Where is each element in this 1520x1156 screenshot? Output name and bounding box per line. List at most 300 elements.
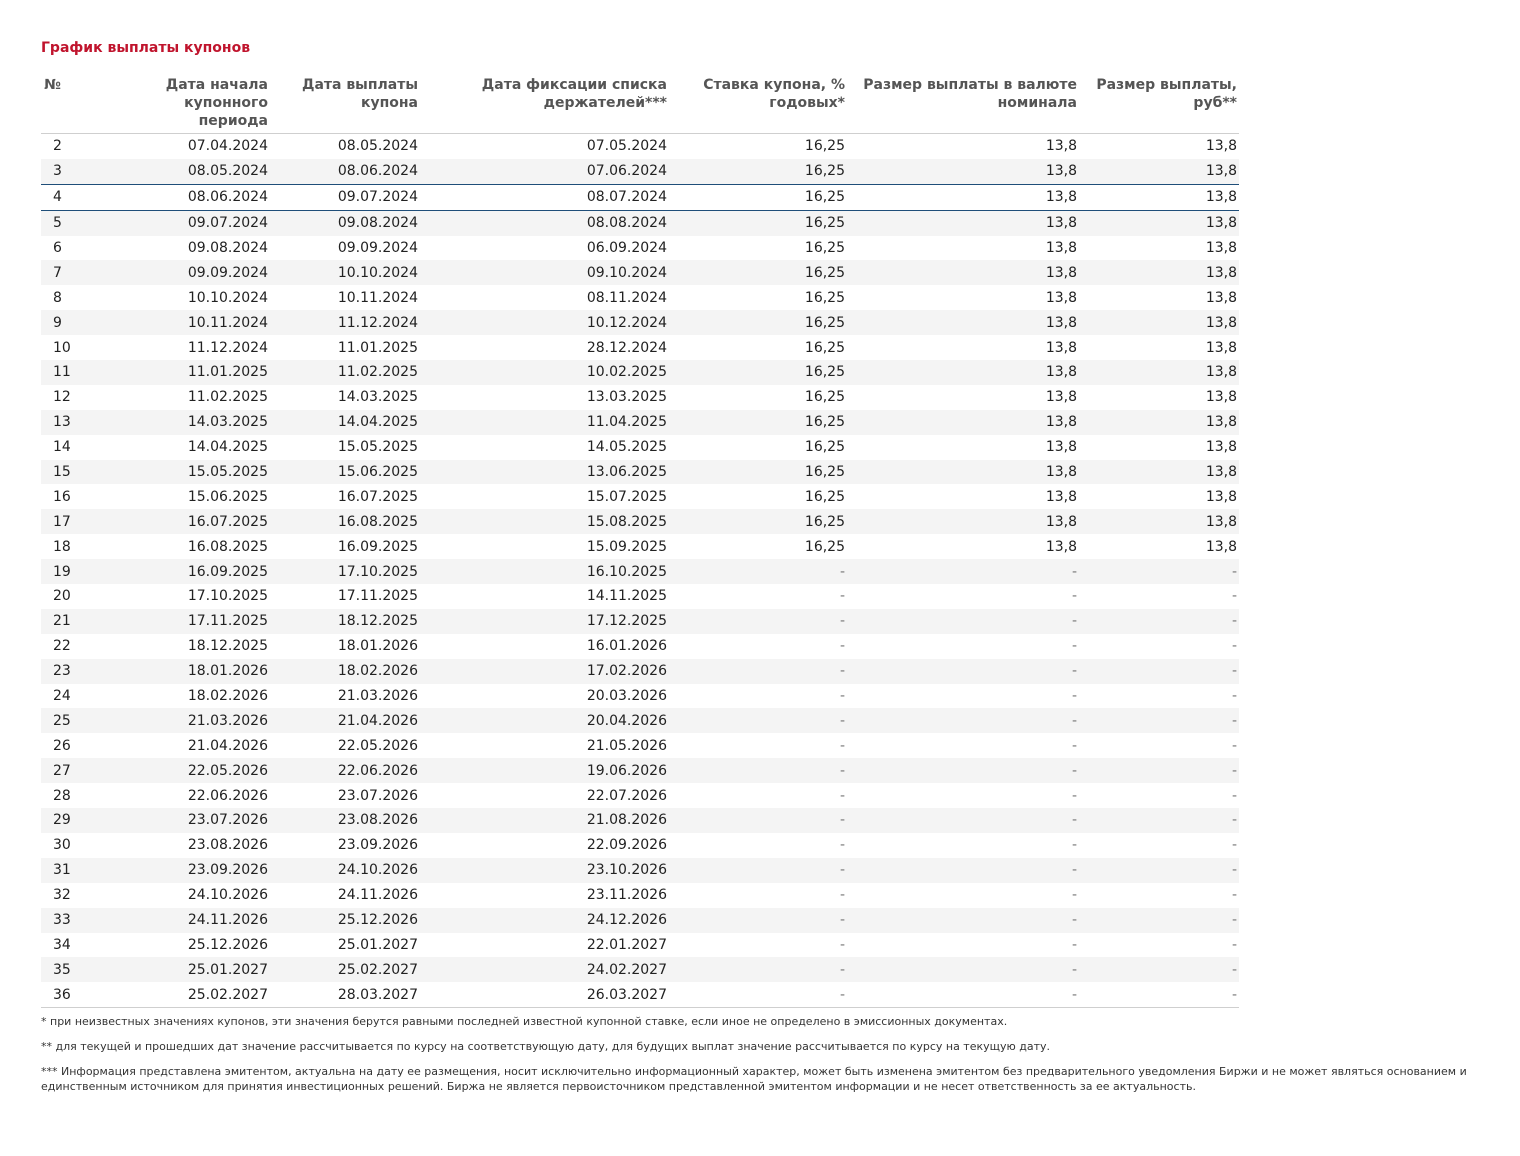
table-row xyxy=(41,559,1239,584)
col-payment-nominal-cell: 13,8 xyxy=(1045,339,1077,356)
col-period-start-cell: 18.02.2026 xyxy=(187,688,268,705)
col-payment-rub-header xyxy=(1079,76,1239,134)
col-record-date-cell: 07.06.2024 xyxy=(420,159,669,184)
table-row xyxy=(41,584,1239,609)
col-record-date-cell: 07.05.2024 xyxy=(586,138,667,155)
col-payment-rub-cell: - xyxy=(1231,638,1237,655)
table-row xyxy=(41,484,1239,509)
table-row xyxy=(41,210,1239,235)
col-payment-rub-cell: - xyxy=(1079,858,1239,883)
col-number-cell: 8 xyxy=(53,289,62,306)
col-payment-date-cell: 11.12.2024 xyxy=(270,310,420,335)
table-row xyxy=(41,708,1239,733)
header-label-line: периода xyxy=(198,113,268,129)
table-body xyxy=(41,134,1239,1008)
col-payment-nominal-cell: 13,8 xyxy=(1045,138,1077,155)
header-label-line: Дата начала купонного xyxy=(165,77,268,111)
col-record-date-cell: 23.11.2026 xyxy=(586,887,667,904)
table-row xyxy=(41,134,1239,159)
col-period-start-cell: 09.07.2024 xyxy=(79,210,270,235)
col-period-start-cell: 21.04.2026 xyxy=(187,737,268,754)
col-payment-nominal-cell: - xyxy=(1071,737,1077,754)
col-record-date-cell: 15.08.2025 xyxy=(420,509,669,534)
col-payment-rub-cell: - xyxy=(1079,982,1239,1007)
table-row xyxy=(41,783,1239,808)
col-period-start-cell: 08.06.2024 xyxy=(79,184,270,210)
col-period-start-cell: 15.05.2025 xyxy=(79,460,270,485)
col-number-cell: 14 xyxy=(53,439,71,456)
col-number-cell: 20 xyxy=(53,588,71,605)
col-payment-nominal-cell: - xyxy=(1071,588,1077,605)
col-payment-rub-cell: 13,8 xyxy=(1205,240,1237,256)
col-period-start-cell: 21.03.2026 xyxy=(79,708,270,733)
col-coupon-rate-cell: - xyxy=(839,837,845,854)
col-coupon-rate-cell: 16,25 xyxy=(804,538,845,555)
col-payment-nominal-cell: - xyxy=(1071,837,1077,854)
col-number-cell: 36 xyxy=(41,982,79,1007)
col-number-cell: 33 xyxy=(41,908,79,933)
col-coupon-rate-cell: - xyxy=(669,858,847,883)
col-number-cell: 27 xyxy=(41,758,79,783)
col-period-start-cell: 10.10.2024 xyxy=(187,289,268,306)
col-payment-nominal-cell: - xyxy=(847,559,1079,584)
col-coupon-rate-cell: - xyxy=(669,758,847,783)
table-row xyxy=(41,509,1239,534)
col-payment-nominal-cell: 13,8 xyxy=(847,210,1079,235)
col-payment-rub-cell: - xyxy=(1079,708,1239,733)
table-row xyxy=(41,883,1239,908)
col-payment-date-cell: 25.12.2026 xyxy=(270,908,420,933)
col-coupon-rate-cell: 16,25 xyxy=(804,439,845,456)
table-title: График выплаты купонов xyxy=(41,40,251,56)
col-record-date-cell: 17.12.2025 xyxy=(420,609,669,634)
col-period-start-cell: 18.01.2026 xyxy=(79,659,270,684)
col-payment-nominal-cell: - xyxy=(847,659,1079,684)
col-number-cell: 12 xyxy=(53,389,71,406)
col-period-start-cell: 24.11.2026 xyxy=(79,908,270,933)
col-payment-date-cell: 09.07.2024 xyxy=(270,184,420,210)
col-record-date-cell: 21.08.2026 xyxy=(420,808,669,833)
col-payment-rub-cell: 13,8 xyxy=(1079,184,1239,210)
col-coupon-rate-cell: 16,25 xyxy=(669,360,847,385)
table-row xyxy=(41,435,1239,460)
col-record-date-cell: 21.05.2026 xyxy=(586,737,667,754)
col-payment-date-cell: 25.02.2027 xyxy=(270,957,420,982)
col-period-start-cell: 24.10.2026 xyxy=(187,887,268,904)
col-number-cell: 34 xyxy=(53,936,71,953)
col-coupon-rate-cell: - xyxy=(669,808,847,833)
col-record-date-cell: 14.05.2025 xyxy=(586,439,667,456)
col-payment-date-cell: 24.11.2026 xyxy=(337,887,418,904)
col-record-date-header xyxy=(420,76,669,134)
col-payment-rub-cell: 13,8 xyxy=(1079,159,1239,184)
col-number-cell: 15 xyxy=(41,460,79,485)
col-period-start-cell: 18.12.2025 xyxy=(187,638,268,655)
col-payment-date-cell: 17.11.2025 xyxy=(337,588,418,605)
col-payment-nominal-cell: 13,8 xyxy=(1045,240,1077,256)
col-payment-rub-cell: 13,8 xyxy=(1079,410,1239,435)
col-payment-date-cell: 23.08.2026 xyxy=(270,808,420,833)
col-payment-date-cell: 17.10.2025 xyxy=(270,559,420,584)
col-period-start-cell: 11.12.2024 xyxy=(187,339,268,356)
table-row xyxy=(41,385,1239,410)
table-row xyxy=(41,733,1239,758)
col-period-start-cell: 22.05.2026 xyxy=(79,758,270,783)
table-row xyxy=(41,236,1239,261)
col-number-cell: 31 xyxy=(41,858,79,883)
col-coupon-rate-cell: - xyxy=(839,737,845,754)
header-label-line: Размер выплаты в валюте xyxy=(863,77,1077,93)
col-payment-date-cell: 25.01.2027 xyxy=(337,936,418,953)
col-coupon-rate-cell: - xyxy=(839,588,845,605)
col-record-date-cell: 08.07.2024 xyxy=(420,184,669,210)
col-payment-rub-cell: - xyxy=(1231,787,1237,804)
header-label-line: купона xyxy=(360,95,418,111)
table-row xyxy=(41,758,1239,783)
col-payment-date-cell: 18.12.2025 xyxy=(270,609,420,634)
col-record-date-cell: 13.06.2025 xyxy=(420,460,669,485)
footnotes xyxy=(41,1014,1481,1104)
col-payment-nominal-cell: 13,8 xyxy=(1045,488,1077,505)
col-coupon-rate-header xyxy=(669,76,847,134)
table-row xyxy=(41,410,1239,435)
col-payment-rub-cell: - xyxy=(1079,957,1239,982)
col-payment-nominal-cell: 13,8 xyxy=(1045,439,1077,456)
col-payment-rub-cell: 13,8 xyxy=(1205,488,1237,505)
col-record-date-cell: 28.12.2024 xyxy=(586,339,667,356)
col-coupon-rate-cell: - xyxy=(839,688,845,705)
col-coupon-rate-cell: 16,25 xyxy=(669,159,847,184)
col-payment-date-cell: 18.02.2026 xyxy=(270,659,420,684)
col-number-cell: 2 xyxy=(53,138,62,155)
col-period-start-cell: 09.08.2024 xyxy=(187,240,268,256)
col-payment-rub-cell: - xyxy=(1231,588,1237,605)
col-number-cell: 26 xyxy=(53,737,71,754)
col-payment-rub-cell: 13,8 xyxy=(1205,439,1237,456)
col-period-start-cell: 22.06.2026 xyxy=(187,787,268,804)
col-payment-nominal-cell: - xyxy=(847,609,1079,634)
col-payment-rub-cell: 13,8 xyxy=(1205,289,1237,306)
col-period-start-cell: 17.11.2025 xyxy=(79,609,270,634)
table-row xyxy=(41,159,1239,184)
col-period-start-cell: 25.01.2027 xyxy=(79,957,270,982)
col-coupon-rate-cell: 16,25 xyxy=(669,410,847,435)
table-row xyxy=(41,285,1239,310)
col-payment-date-cell: 23.07.2026 xyxy=(337,787,418,804)
table-row xyxy=(41,260,1239,285)
col-record-date-cell: 24.12.2026 xyxy=(420,908,669,933)
col-payment-date-header xyxy=(270,76,420,134)
col-payment-date-cell: 18.01.2026 xyxy=(337,638,418,655)
col-coupon-rate-cell: - xyxy=(669,982,847,1007)
col-record-date-cell: 16.10.2025 xyxy=(420,559,669,584)
col-number-cell: 24 xyxy=(53,688,71,705)
col-payment-nominal-cell: 13,8 xyxy=(847,260,1079,285)
col-record-date-cell: 20.04.2026 xyxy=(420,708,669,733)
col-coupon-rate-cell: 16,25 xyxy=(804,240,845,256)
col-number-cell: 23 xyxy=(41,659,79,684)
col-record-date-cell: 19.06.2026 xyxy=(420,758,669,783)
col-payment-nominal-cell: - xyxy=(1071,787,1077,804)
col-payment-nominal-cell: - xyxy=(847,708,1079,733)
col-period-start-cell: 17.10.2025 xyxy=(187,588,268,605)
col-coupon-rate-cell: - xyxy=(669,609,847,634)
col-number-header xyxy=(41,76,79,134)
col-record-date-cell: 13.03.2025 xyxy=(586,389,667,406)
col-record-date-cell: 22.01.2027 xyxy=(586,936,667,953)
col-coupon-rate-cell: - xyxy=(839,787,845,804)
col-payment-date-cell: 08.06.2024 xyxy=(270,159,420,184)
col-record-date-cell: 10.02.2025 xyxy=(420,360,669,385)
col-period-start-cell: 23.09.2026 xyxy=(79,858,270,883)
col-period-start-cell: 11.02.2025 xyxy=(187,389,268,406)
col-period-start-cell: 09.09.2024 xyxy=(79,260,270,285)
header-label-line: держателей*** xyxy=(543,95,667,111)
col-number-cell: 10 xyxy=(53,339,71,356)
col-period-start-cell: 14.04.2025 xyxy=(187,439,268,456)
col-payment-rub-cell: - xyxy=(1231,737,1237,754)
col-number-cell: 25 xyxy=(41,708,79,733)
col-period-start-cell: 25.02.2027 xyxy=(79,982,270,1007)
col-coupon-rate-cell: 16,25 xyxy=(804,488,845,505)
footnote: *** Информация представлена эмитентом, актуальна на дату ее размещения, носит исключительно информационный характер, может быть изменена эмитентом без предварительного уведомления Биржи и не может являться основанием и единственным источником для принятия инвестиционных решений. Биржа не является первоисточником представленной эмитентом информации и не несет ответственность за ее актуальность. xyxy=(41,1065,1467,1093)
col-period-start-cell: 15.06.2025 xyxy=(187,488,268,505)
col-period-start-cell: 23.08.2026 xyxy=(187,837,268,854)
col-record-date-cell: 11.04.2025 xyxy=(420,410,669,435)
col-payment-nominal-cell: - xyxy=(847,957,1079,982)
col-payment-date-cell: 15.06.2025 xyxy=(270,460,420,485)
col-period-start-cell: 14.03.2025 xyxy=(79,410,270,435)
col-coupon-rate-cell: - xyxy=(669,659,847,684)
col-coupon-rate-cell: 16,25 xyxy=(804,289,845,306)
col-payment-rub-cell: - xyxy=(1079,659,1239,684)
col-number-cell: 7 xyxy=(41,260,79,285)
col-payment-nominal-cell: 13,8 xyxy=(847,360,1079,385)
col-number-cell: 17 xyxy=(41,509,79,534)
header-label-line: руб** xyxy=(1193,95,1237,111)
col-payment-rub-cell: - xyxy=(1231,936,1237,953)
footnote: ** для текущей и прошедших дат значение рассчитывается по курсу на соответствующую дату, для будущих выплат значение рассчитывается по курсу на текущую дату. xyxy=(41,1040,1051,1053)
col-payment-rub-cell: - xyxy=(1079,609,1239,634)
col-period-start-cell: 10.11.2024 xyxy=(79,310,270,335)
col-number-cell: 4 xyxy=(41,184,79,210)
col-coupon-rate-cell: - xyxy=(669,908,847,933)
col-payment-rub-cell: 13,8 xyxy=(1079,310,1239,335)
col-payment-rub-cell: 13,8 xyxy=(1079,210,1239,235)
col-payment-date-cell: 28.03.2027 xyxy=(270,982,420,1007)
col-payment-rub-cell: - xyxy=(1231,837,1237,854)
col-payment-date-cell: 16.07.2025 xyxy=(337,488,418,505)
col-record-date-cell: 15.09.2025 xyxy=(586,538,667,555)
header-label-line: Дата фиксации списка xyxy=(481,77,667,93)
col-payment-rub-cell: 13,8 xyxy=(1205,138,1237,155)
col-coupon-rate-cell: 16,25 xyxy=(804,138,845,155)
col-period-start-cell: 11.01.2025 xyxy=(79,360,270,385)
col-coupon-rate-cell: 16,25 xyxy=(804,389,845,406)
col-number-cell: 13 xyxy=(41,410,79,435)
col-period-start-cell: 23.07.2026 xyxy=(79,808,270,833)
table-row xyxy=(41,310,1239,335)
col-payment-date-cell: 16.09.2025 xyxy=(337,538,418,555)
col-record-date-cell: 15.07.2025 xyxy=(586,488,667,505)
header-label-line: годовых* xyxy=(769,95,845,111)
col-payment-date-cell: 11.02.2025 xyxy=(270,360,420,385)
col-record-date-cell: 14.11.2025 xyxy=(586,588,667,605)
col-record-date-cell: 22.07.2026 xyxy=(586,787,667,804)
col-coupon-rate-cell: - xyxy=(669,957,847,982)
col-period-start-header xyxy=(79,76,270,134)
col-payment-rub-cell: 13,8 xyxy=(1079,260,1239,285)
table-row xyxy=(41,609,1239,634)
table-row xyxy=(41,335,1239,360)
col-record-date-cell: 23.10.2026 xyxy=(420,858,669,883)
col-record-date-cell: 08.08.2024 xyxy=(420,210,669,235)
header-label-line: Ставка купона, % xyxy=(703,77,845,93)
col-payment-rub-cell: 13,8 xyxy=(1079,460,1239,485)
col-record-date-cell: 10.12.2024 xyxy=(420,310,669,335)
col-payment-date-cell: 16.08.2025 xyxy=(270,509,420,534)
col-payment-date-cell: 22.06.2026 xyxy=(270,758,420,783)
col-payment-nominal-cell: 13,8 xyxy=(847,460,1079,485)
table-row xyxy=(41,833,1239,858)
col-payment-rub-cell: 13,8 xyxy=(1205,339,1237,356)
col-payment-rub-cell: 13,8 xyxy=(1079,509,1239,534)
col-coupon-rate-cell: 16,25 xyxy=(669,210,847,235)
col-payment-date-cell: 14.04.2025 xyxy=(270,410,420,435)
footnote: * при неизвестных значениях купонов, эти значения берутся равными последней известной купонной ставке, если иное не определено в эмиссионных документах. xyxy=(41,1015,1008,1028)
col-coupon-rate-cell: 16,25 xyxy=(804,339,845,356)
col-number-cell: 6 xyxy=(53,240,62,256)
col-period-start-cell: 07.04.2024 xyxy=(187,138,268,155)
col-payment-nominal-cell: - xyxy=(1071,887,1077,904)
table-row xyxy=(41,957,1239,982)
col-payment-rub-cell: 13,8 xyxy=(1205,538,1237,555)
col-payment-rub-cell: - xyxy=(1079,758,1239,783)
col-record-date-cell: 26.03.2027 xyxy=(420,982,669,1007)
table-row xyxy=(41,982,1239,1007)
col-payment-date-cell: 09.08.2024 xyxy=(270,210,420,235)
col-payment-nominal-cell: - xyxy=(847,758,1079,783)
col-number-cell: 9 xyxy=(41,310,79,335)
col-number-cell: 18 xyxy=(53,538,71,555)
col-record-date-cell: 20.03.2026 xyxy=(586,688,667,705)
col-payment-rub-cell: - xyxy=(1079,908,1239,933)
col-payment-nominal-cell: 13,8 xyxy=(847,159,1079,184)
col-payment-rub-cell: - xyxy=(1079,559,1239,584)
col-payment-nominal-cell: - xyxy=(1071,638,1077,655)
col-payment-nominal-cell: - xyxy=(1071,936,1077,953)
table-row xyxy=(41,460,1239,485)
col-payment-rub-cell: - xyxy=(1231,688,1237,705)
col-period-start-cell: 08.05.2024 xyxy=(79,159,270,184)
col-payment-nominal-cell: 13,8 xyxy=(847,509,1079,534)
col-coupon-rate-cell: - xyxy=(669,559,847,584)
header-label-line: Размер выплаты, xyxy=(1096,77,1237,93)
col-payment-nominal-cell: - xyxy=(847,982,1079,1007)
col-number-cell: 11 xyxy=(41,360,79,385)
col-record-date-cell: 09.10.2024 xyxy=(420,260,669,285)
col-coupon-rate-cell: 16,25 xyxy=(669,310,847,335)
col-payment-date-cell: 10.11.2024 xyxy=(337,289,418,306)
table-row xyxy=(41,360,1239,385)
col-coupon-rate-cell: - xyxy=(839,936,845,953)
col-payment-rub-cell: - xyxy=(1079,808,1239,833)
col-payment-date-cell: 22.05.2026 xyxy=(337,737,418,754)
col-payment-nominal-cell: 13,8 xyxy=(1045,389,1077,406)
col-payment-rub-cell: - xyxy=(1231,887,1237,904)
col-payment-nominal-header xyxy=(847,76,1079,134)
col-coupon-rate-cell: 16,25 xyxy=(669,460,847,485)
col-coupon-rate-cell: - xyxy=(669,708,847,733)
col-record-date-cell: 17.02.2026 xyxy=(420,659,669,684)
col-record-date-cell: 24.02.2027 xyxy=(420,957,669,982)
col-coupon-rate-cell: - xyxy=(839,887,845,904)
col-payment-nominal-cell: 13,8 xyxy=(847,310,1079,335)
header-label-line: номинала xyxy=(997,95,1077,111)
col-payment-date-cell: 09.09.2024 xyxy=(337,240,418,256)
col-payment-date-cell: 15.05.2025 xyxy=(337,439,418,456)
col-number-cell: 35 xyxy=(41,957,79,982)
col-payment-rub-cell: 13,8 xyxy=(1205,389,1237,406)
coupon-schedule-table xyxy=(41,76,1239,1008)
col-payment-date-cell: 21.04.2026 xyxy=(270,708,420,733)
col-record-date-cell: 22.09.2026 xyxy=(586,837,667,854)
col-number-cell: 3 xyxy=(41,159,79,184)
col-period-start-cell: 25.12.2026 xyxy=(187,936,268,953)
col-number-cell: 30 xyxy=(53,837,71,854)
col-payment-nominal-cell: 13,8 xyxy=(1045,538,1077,555)
col-payment-nominal-cell: 13,8 xyxy=(847,184,1079,210)
col-payment-date-cell: 21.03.2026 xyxy=(337,688,418,705)
col-payment-date-cell: 08.05.2024 xyxy=(337,138,418,155)
col-payment-nominal-cell: - xyxy=(847,858,1079,883)
col-number-cell: 21 xyxy=(41,609,79,634)
table-row xyxy=(41,684,1239,709)
header-label-line: № xyxy=(44,77,61,93)
table-row xyxy=(41,184,1239,210)
col-period-start-cell: 16.07.2025 xyxy=(79,509,270,534)
col-payment-date-cell: 10.10.2024 xyxy=(270,260,420,285)
col-payment-date-cell: 24.10.2026 xyxy=(270,858,420,883)
col-payment-date-cell: 23.09.2026 xyxy=(337,837,418,854)
col-payment-nominal-cell: - xyxy=(1071,688,1077,705)
table-row xyxy=(41,634,1239,659)
col-number-cell: 28 xyxy=(53,787,71,804)
header-label-line: Дата выплаты xyxy=(301,77,418,93)
col-coupon-rate-cell: 16,25 xyxy=(669,509,847,534)
col-payment-date-cell: 11.01.2025 xyxy=(337,339,418,356)
col-payment-nominal-cell: 13,8 xyxy=(847,410,1079,435)
col-number-cell: 29 xyxy=(41,808,79,833)
col-period-start-cell: 16.09.2025 xyxy=(79,559,270,584)
col-coupon-rate-cell: 16,25 xyxy=(669,184,847,210)
table-row xyxy=(41,908,1239,933)
col-number-cell: 22 xyxy=(53,638,71,655)
table-row xyxy=(41,659,1239,684)
col-payment-nominal-cell: - xyxy=(847,908,1079,933)
col-record-date-cell: 08.11.2024 xyxy=(586,289,667,306)
table-row xyxy=(41,808,1239,833)
col-payment-rub-cell: 13,8 xyxy=(1079,360,1239,385)
col-number-cell: 16 xyxy=(53,488,71,505)
col-payment-nominal-cell: - xyxy=(847,808,1079,833)
col-coupon-rate-cell: - xyxy=(839,638,845,655)
table-row xyxy=(41,858,1239,883)
col-record-date-cell: 06.09.2024 xyxy=(586,240,667,256)
col-number-cell: 32 xyxy=(53,887,71,904)
table-row xyxy=(41,534,1239,559)
col-payment-date-cell: 14.03.2025 xyxy=(337,389,418,406)
